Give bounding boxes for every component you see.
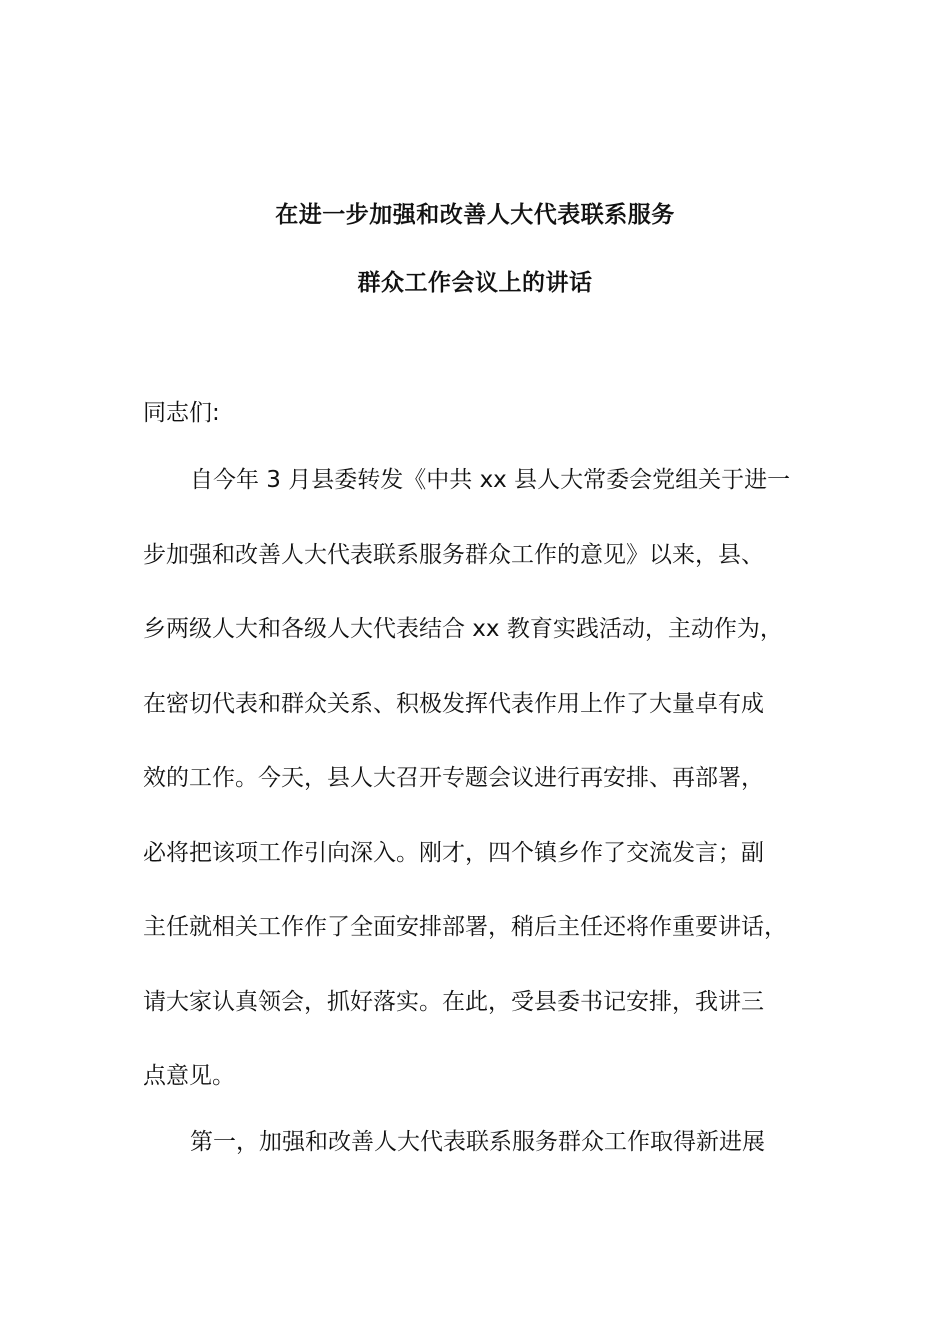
section-heading-first: 第一，加强和改善人大代表联系服务群众工作取得新进展 (190, 1129, 765, 1155)
paragraph-line: 主任就相关工作作了全面安排部署，稍后主任还将作重要讲话， (143, 914, 787, 940)
paragraph-line: 乡两级人大和各级人大代表结合 xx 教育实践活动，主动作为， (143, 616, 783, 642)
paragraph-line: 步加强和改善人大代表联系服务群众工作的意见》以来，县、 (143, 542, 764, 568)
paragraph-line: 请大家认真领会，抓好落实。在此，受县委书记安排，我讲三 (143, 989, 764, 1015)
document-title-line-1: 在进一步加强和改善人大代表联系服务 (275, 202, 675, 228)
paragraph-line: 效的工作。今天，县人大召开专题会议进行再安排、再部署， (143, 765, 764, 791)
paragraph-line: 点意见。 (143, 1063, 235, 1089)
salutation: 同志们: (143, 400, 220, 426)
paragraph-line: 在密切代表和群众关系、积极发挥代表作用上作了大量卓有成 (143, 691, 764, 717)
paragraph-line: 自今年 3 月县委转发《中共 xx 县人大常委会党组关于进一 (190, 467, 791, 493)
paragraph-line: 必将把该项工作引向深入。刚才，四个镇乡作了交流发言；副 (143, 840, 764, 866)
document-title-line-2: 群众工作会议上的讲话 (357, 270, 593, 296)
